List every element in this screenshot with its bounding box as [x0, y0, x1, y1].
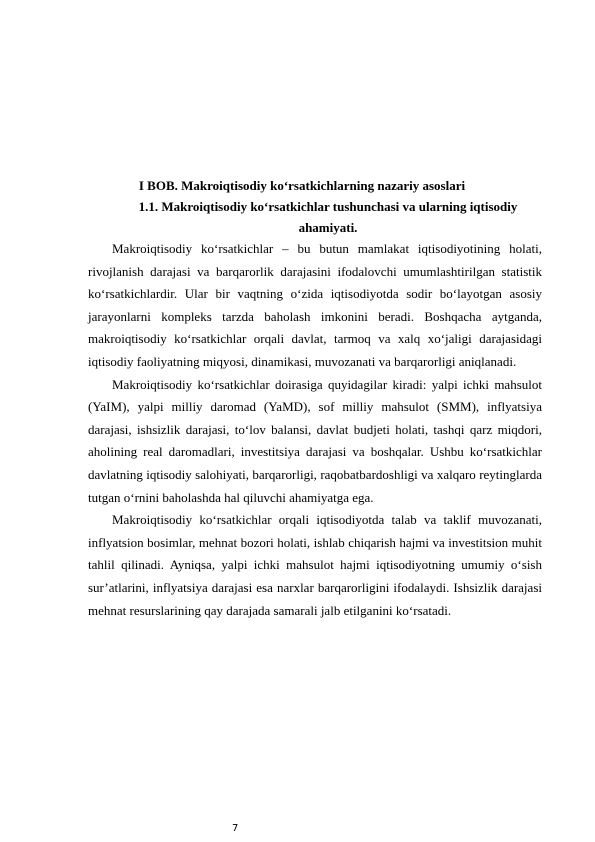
page-number: 7 [232, 823, 239, 834]
page-content [88, 176, 542, 622]
section-title: 1.1. Makroiqtisodiy ko‘rsatkichlar tushunchasi va ularning iqtisodiy ahamiyati. [138, 199, 518, 235]
paragraph-1: Makroiqtisodiy ko‘rsatkichlar – bu butun mamlakat iqtisodiyotining holati, rivojlanish darajasi va barqarorlik darajasini ifodalovchi umumlashtirilgan statistik ko‘rsatkichlardir. Ular bir vaqtning o‘zida iqtisodiyotda sodir bo‘layotgan asosiy jarayonlarni kompleks tarzda baholash imkonini beradi. Boshqacha aytganda, makroiqtisodiy ko‘rsatkichlar orqali davlat, tarmoq va xalq xo‘jaligi darajasidagi iqtisodiy faoliyatning miqyosi, dinamikasi, muvozanati va barqarorligi aniqlanadi. [88, 241, 542, 369]
paragraph-2: Makroiqtisodiy ko‘rsatkichlar doirasiga quyidagilar kiradi: yalpi ichki mahsulot (YaIM), yalpi milliy daromad (YaMD), sof milliy mahsulot (SMM), inflyatsiya darajasi, ishsizlik darajasi, to‘lov balansi, davlat budjeti holati, tashqi qarz miqdori, aholining real daromadlari, investitsiya darajasi va boshqalar. Ushbu ko‘rsatkichlar davlatning iqtisodiy salohiyati, barqarorligi, raqobatbardoshligi va xalqaro reytinglarda tutgan o‘rnini baholashda hal qiluvchi ahamiyatga ega. [88, 376, 542, 505]
paragraph-3: Makroiqtisodiy ko‘rsatkichlar orqali iqtisodiyotda talab va taklif muvozanati, inflyatsion bosimlar, mehnat bozori holati, ishlab chiqarish hajmi va investitsion muhit tahlil qilinadi. Ayniqsa, yalpi ichki mahsulot hajmi iqtisodiyotning umumiy o‘sish sur’atlarini, inflyatsiya darajasi esa narxlar barqarorligini ifodalaydi. Ishsizlik darajasi mehnat resurslarining qay darajada samarali jalb etilganini ko‘rsatadi. [88, 512, 542, 618]
chapter-title: I BOB. Makroiqtisodiy ko‘rsatkichlarning nazariy asoslari [138, 178, 466, 193]
